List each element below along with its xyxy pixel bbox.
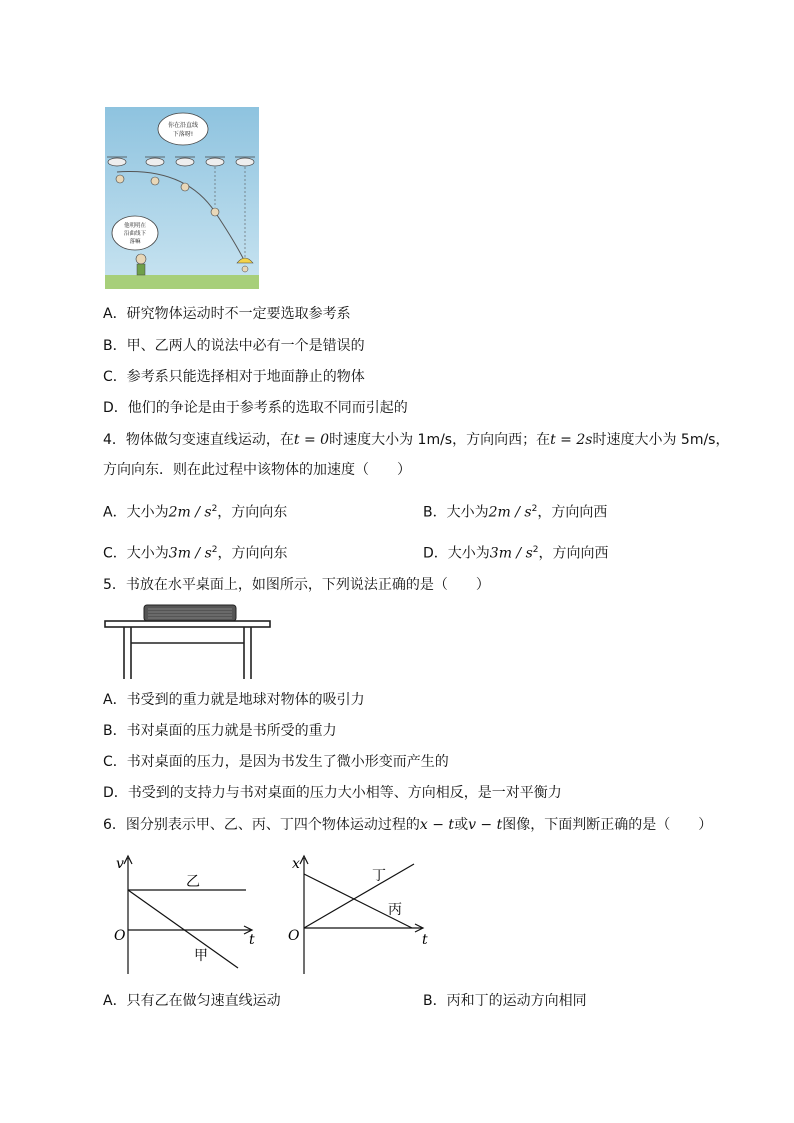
- q4-option-d-suffix: ，方向向西: [538, 545, 609, 562]
- q4-option-a-suffix: ，方向向东: [217, 504, 288, 521]
- q6-option-a: A．只有乙在做匀速直线运动: [103, 993, 281, 1009]
- q6-stem-text-c: 图像，下面判断正确的是（ ）: [502, 817, 713, 833]
- svg-text:沿曲线下: 沿曲线下: [123, 231, 147, 237]
- q4-option-b-suffix: ，方向向西: [537, 504, 608, 521]
- q6-stem-text-a: 6．图分别表示甲、乙、丙、丁四个物体运动过程的: [103, 817, 420, 833]
- xt-line-ding: [304, 864, 414, 928]
- q4-stem-line2: 方向向东．则在此过程中该物体的加速度（ ）: [103, 462, 411, 478]
- q4-option-c: [103, 540, 288, 564]
- q4-option-a-sup: 2: [211, 504, 218, 514]
- q4-option-b-sup: 2: [531, 504, 538, 514]
- q4-option-c-value: 3m / s: [168, 545, 212, 562]
- q4-stem-text-c: 时速度大小为 5m/s，: [592, 432, 730, 448]
- table-icon: [105, 621, 270, 679]
- q4-stem-text-b: 时速度大小为 1m/s，方向向西；在: [329, 432, 551, 448]
- skydiver-cartoon: [105, 107, 259, 289]
- vt-origin-label: O: [114, 928, 126, 944]
- q4-option-c-prefix: C．大小为: [103, 545, 169, 562]
- q4-stem-line1: [103, 430, 729, 450]
- svg-text:他明明在: 他明明在: [123, 223, 147, 229]
- xt-origin-label: O: [288, 928, 300, 944]
- q4-option-a: [103, 499, 287, 523]
- q4-option-d: [423, 540, 609, 564]
- vt-t-label: t: [249, 932, 255, 948]
- q4-option-a-value: 2m / s: [168, 504, 212, 521]
- q3-option-b: B．甲、乙两人的说法中必有一个是错误的: [103, 338, 365, 354]
- book-icon: [144, 605, 236, 621]
- q4-option-a-prefix: A．大小为: [103, 504, 169, 521]
- vt-label-jia: 甲: [194, 948, 208, 964]
- xt-label-bing: 丙: [388, 902, 402, 918]
- q6-stem-text-b: 或: [454, 817, 469, 833]
- q4-option-b: [423, 499, 607, 523]
- svg-text:落嘛: 落嘛: [129, 239, 141, 245]
- xt-x-label: x: [292, 856, 300, 872]
- q5-option-c: C．书对桌面的压力，是因为书发生了微小形变而产生的: [103, 754, 449, 770]
- xt-label-ding: 丁: [372, 868, 386, 884]
- q5-option-d: D．书受到的支持力与书对桌面的压力大小相等、方向相反，是一对平衡力: [103, 785, 562, 801]
- q4-stem-text-a: 4．物体做匀变速直线运动，在: [103, 432, 294, 448]
- q4-option-c-suffix: ，方向向东: [217, 545, 288, 562]
- vt-v-label: v: [116, 856, 124, 872]
- q5-option-b: B．书对桌面的压力就是书所受的重力: [103, 723, 337, 739]
- q3-option-a: A．研究物体运动时不一定要选取参考系: [103, 306, 351, 322]
- q5-option-a: A．书受到的重力就是地球对物体的吸引力: [103, 692, 365, 708]
- xt-line-bing: [304, 874, 412, 928]
- q4-option-c-sup: 2: [211, 545, 218, 555]
- q6-option-b: B．丙和丁的运动方向相同: [423, 993, 587, 1009]
- q4-option-b-prefix: B．大小为: [423, 504, 489, 521]
- bubble-top-text-1: 你在沿直线: [167, 122, 199, 129]
- xt-graph: [284, 852, 434, 976]
- q6-stem: [103, 815, 712, 835]
- vt-line-jia: [128, 890, 238, 968]
- q6-vt: v − t: [468, 817, 503, 833]
- bubble-top-text-2: 下落呀!: [172, 131, 194, 138]
- vt-label-yi: 乙: [186, 874, 200, 890]
- q3-option-d: D．他们的争论是由于参考系的选取不同而引起的: [103, 400, 408, 416]
- q3-option-c: C．参考系只能选择相对于地面静止的物体: [103, 369, 365, 385]
- vt-graph: [108, 852, 268, 976]
- q4-t0: t = 0: [293, 432, 330, 448]
- xt-t-label: t: [422, 932, 428, 948]
- q5-stem: 5．书放在水平桌面上，如图所示，下列说法正确的是（ ）: [103, 577, 490, 593]
- q4-option-d-value: 3m / s: [489, 545, 533, 562]
- q6-xt: x − t: [419, 817, 455, 833]
- q4-option-d-prefix: D．大小为: [423, 545, 490, 562]
- q4-option-d-sup: 2: [532, 545, 539, 555]
- book-on-table-figure: [104, 603, 272, 681]
- q4-option-b-value: 2m / s: [488, 504, 532, 521]
- q4-t2: t = 2s: [550, 432, 593, 448]
